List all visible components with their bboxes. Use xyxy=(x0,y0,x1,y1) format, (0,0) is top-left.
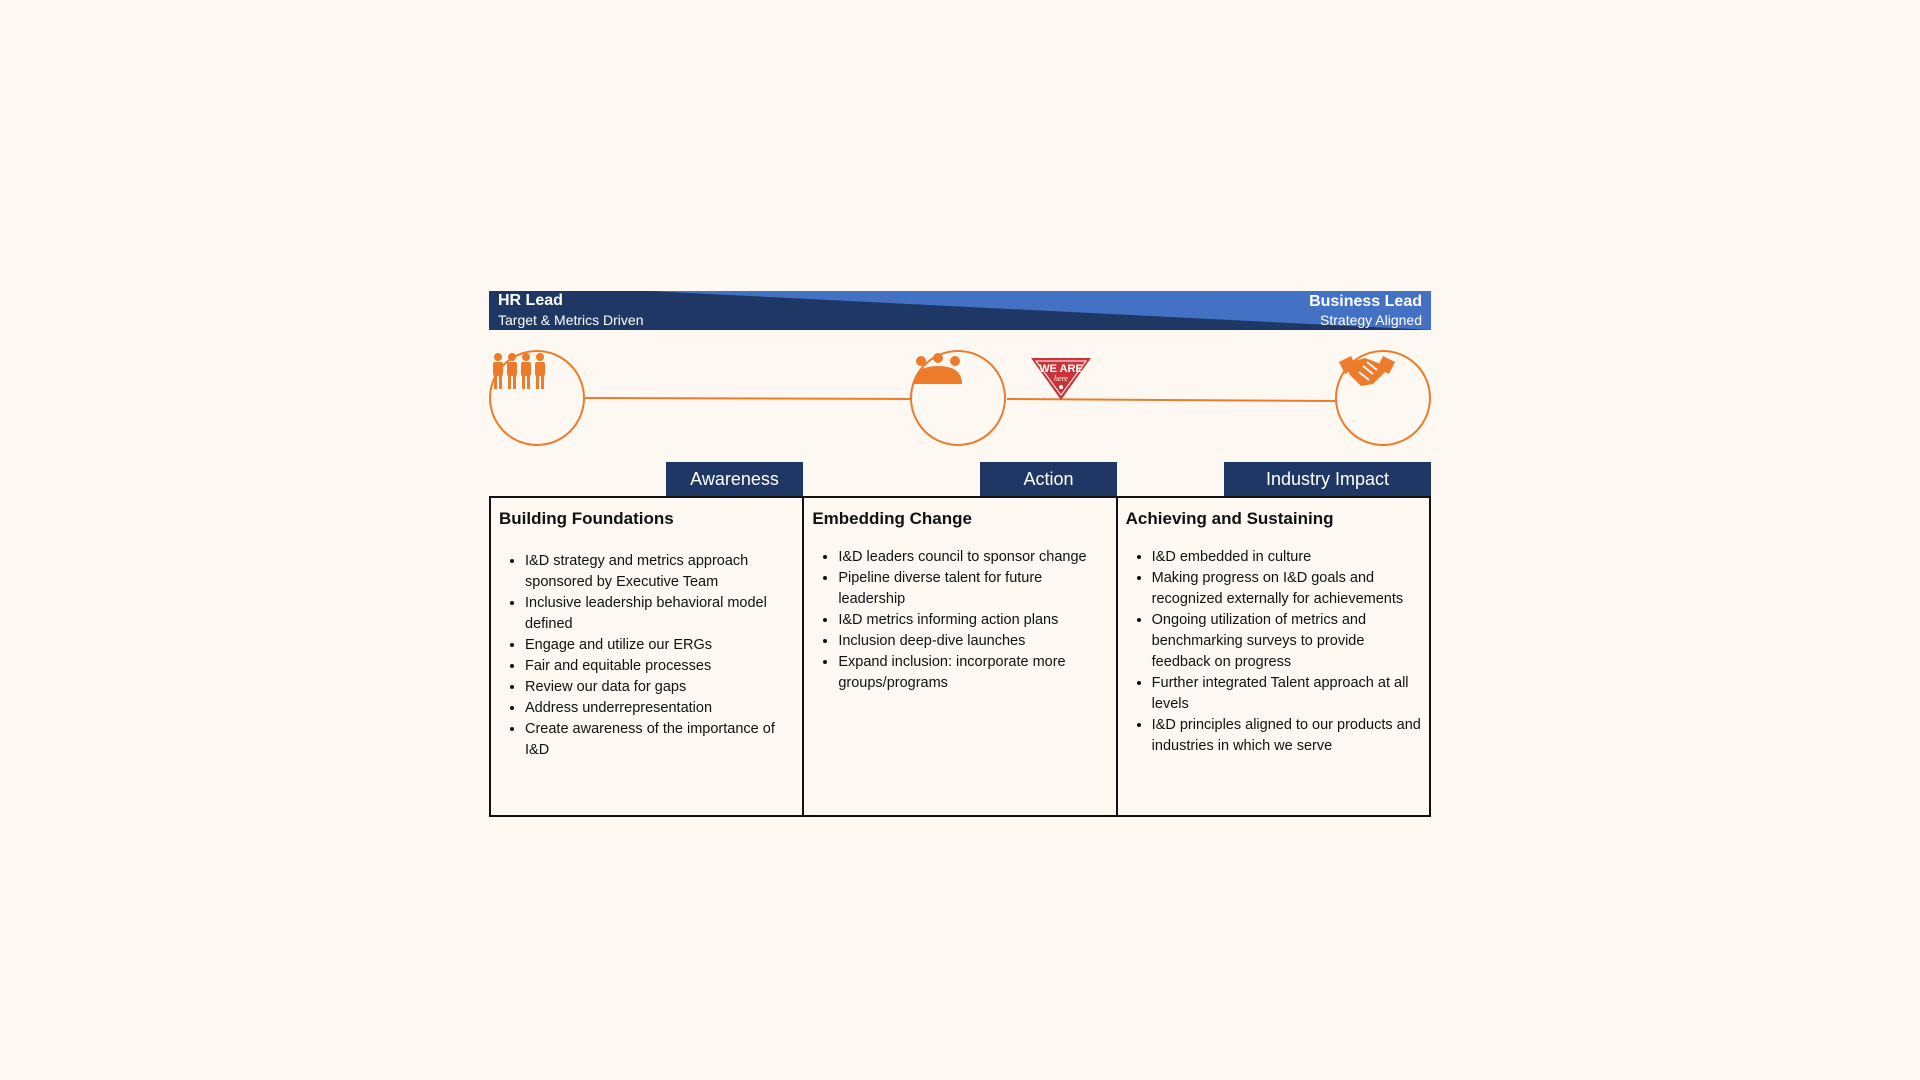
business-lead-title: Business Lead xyxy=(1309,293,1422,310)
business-lead-subtitle: Strategy Aligned xyxy=(1320,312,1422,328)
hr-lead-subtitle: Target & Metrics Driven xyxy=(498,312,644,328)
list-item: • I&D principles aligned to our products and industries in which we serve xyxy=(1152,715,1421,757)
list-item: • Expand inclusion: incorporate more groups/programs xyxy=(838,652,1107,694)
list-item: • Fair and equitable processes xyxy=(525,656,794,677)
marker-text-line1: WE ARE xyxy=(1039,363,1083,375)
list-item: • I&D embedded in culture xyxy=(1152,547,1421,568)
people-group-icon xyxy=(491,352,547,392)
hr-lead-title: HR Lead xyxy=(498,292,563,309)
stage-label-industry-impact: Industry Impact xyxy=(1224,462,1431,496)
meeting-table-icon xyxy=(912,352,964,388)
list-item: • Pipeline diverse talent for future leadership xyxy=(838,568,1107,610)
action-circle xyxy=(910,350,1006,446)
handshake-icon xyxy=(1337,352,1397,392)
column-embedding-change xyxy=(802,498,1115,815)
list-item: • Review our data for gaps xyxy=(525,677,794,698)
industry-impact-circle xyxy=(1335,350,1431,446)
stage-details-grid xyxy=(489,496,1431,817)
list-item: • I&D strategy and metrics approach sponsored by Executive Team xyxy=(525,551,794,593)
bullet-list xyxy=(499,551,794,761)
column-title: Embedding Change xyxy=(812,509,972,528)
location-marker-icon xyxy=(1029,356,1093,402)
awareness-circle xyxy=(489,350,585,446)
we-are-here-marker xyxy=(1029,356,1093,402)
bullet-list xyxy=(1126,547,1421,757)
lead-banner xyxy=(489,291,1431,330)
stage-label-action: Action xyxy=(980,462,1117,496)
list-item: • Making progress on I&D goals and recognized externally for achievements xyxy=(1152,568,1421,610)
column-achieving-and-sustaining xyxy=(1116,498,1429,815)
list-item: • Engage and utilize our ERGs xyxy=(525,635,794,656)
column-building-foundations xyxy=(491,498,802,815)
list-item: • Ongoing utilization of metrics and benchmarking surveys to provide feedback on progress xyxy=(1152,610,1421,673)
marker-text-line2: here xyxy=(1054,374,1068,383)
list-item: • I&D metrics informing action plans xyxy=(838,610,1107,631)
bullet-list xyxy=(812,547,1107,694)
timeline xyxy=(489,348,1431,454)
stage-label-awareness: Awareness xyxy=(666,462,803,496)
column-title: Building Foundations xyxy=(499,509,674,528)
list-item: • Inclusion deep-dive launches xyxy=(838,631,1107,652)
list-item: • I&D leaders council to sponsor change xyxy=(838,547,1107,568)
list-item: • Create awareness of the importance of I&D xyxy=(525,719,794,761)
list-item: • Further integrated Talent approach at all levels xyxy=(1152,673,1421,715)
column-title: Achieving and Sustaining xyxy=(1125,509,1334,528)
list-item: • Address underrepresentation xyxy=(525,698,794,719)
list-item: • Inclusive leadership behavioral model defined xyxy=(525,593,794,635)
